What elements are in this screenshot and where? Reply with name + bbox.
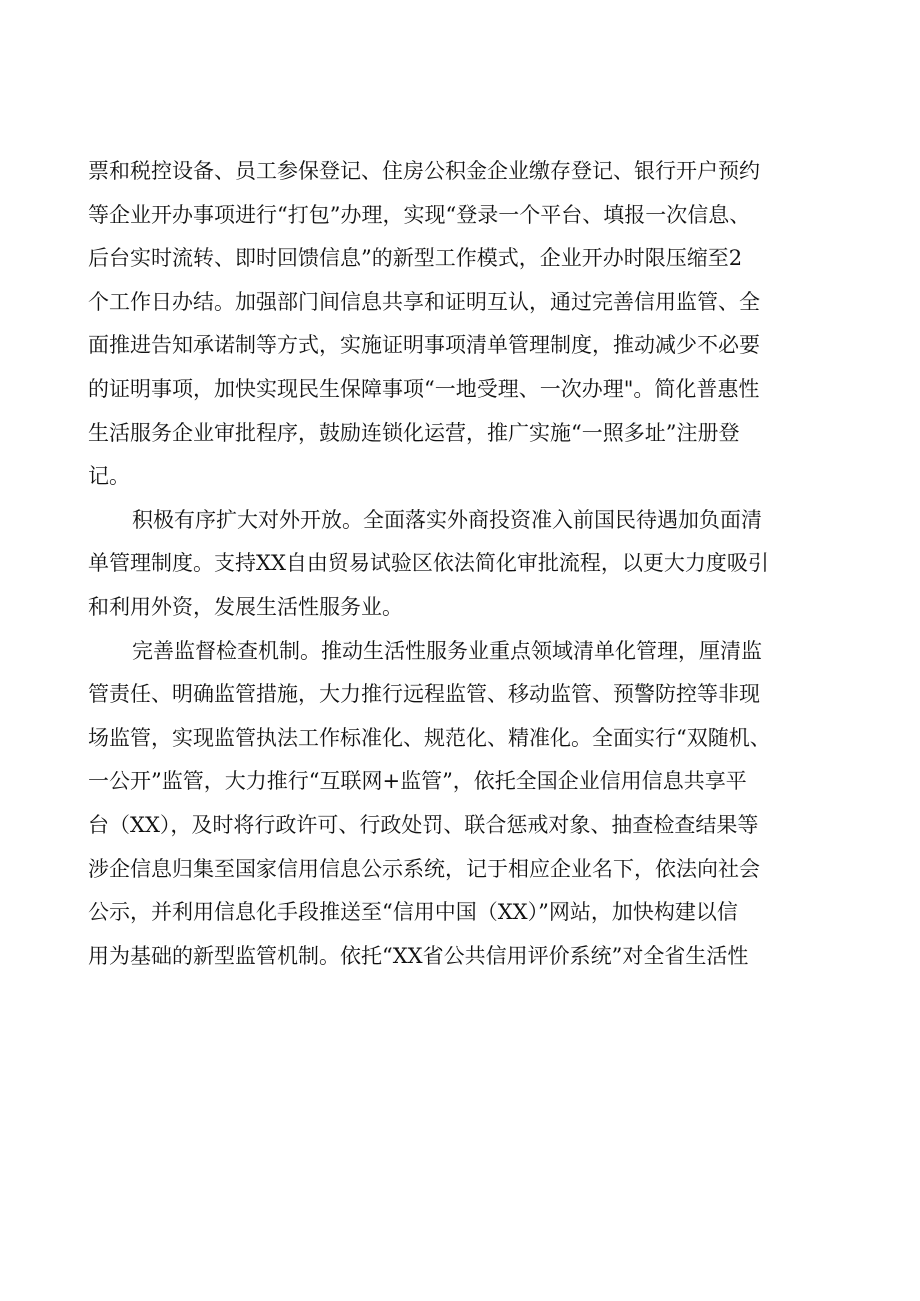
text-line: 管责任、明确监管措施，大力推行远程监管、移动监管、预警防控等非现 [88, 682, 760, 707]
text-line: 后台实时流转、即时回馈信息”的新型工作模式，企业开办时限压缩至2 [88, 246, 743, 271]
paragraph-opening-up [88, 499, 848, 630]
text-line: 完善监督检查机制。推动生活性服务业重点领域清单化管理，厘清监 [132, 638, 762, 663]
document-body [88, 150, 848, 978]
text-line: 生活服务企业审批程序，鼓励连锁化运营，推广实施“一照多址”注册登 [88, 420, 740, 445]
text-line: 个工作日办结。加强部门间信息共享和证明互认，通过完善信用监管、全 [88, 289, 760, 314]
text-line: 用为基础的新型监管机制。依托“XX省公共信用评价系统”对全省生活性 [88, 943, 749, 968]
text-line: 等企业开办事项进行“打包”办理，实现“登录一个平台、填报一次信息、 [88, 202, 751, 227]
text-line: 票和税控设备、员工参保登记、住房公积金企业缴存登记、银行开户预约 [88, 159, 760, 183]
text-line: 的证明事项，加快实现民生保障事项“一地受理、一次办理"。简化普惠性 [88, 376, 760, 401]
text-line: 和利用外资，发展生活性服务业。 [88, 594, 403, 619]
paragraph-supervision [88, 630, 848, 979]
text-line: 涉企信息归集至国家信用信息公示系统，记于相应企业名下，依法向社会 [88, 856, 760, 881]
text-line: 台（XX），及时将行政许可、行政处罚、联合惩戒对象、抽查检查结果等 [88, 812, 759, 837]
text-line: 面推进告知承诺制等方式，实施证明事项清单管理制度，推动减少不必要 [88, 333, 760, 358]
paragraph-continuation [88, 150, 848, 499]
text-line: 记。 [88, 464, 130, 489]
text-line: 公示，并利用信息化手段推送至“信用中国（XX）”网站，加快构建以信 [88, 900, 738, 925]
text-line: 积极有序扩大对外开放。全面落实外商投资准入前国民待遇加负面清 [132, 507, 762, 532]
text-line: 单管理制度。支持XX自由贸易试验区依法简化审批流程，以更大力度吸引 [88, 551, 769, 576]
text-line: 一公开”监管，大力推行“互联网+监管”，依托全国企业信用信息共享平 [88, 769, 747, 794]
text-line: 场监管，实现监管执法工作标准化、规范化、精准化。全面实行“双随机、 [88, 725, 771, 750]
